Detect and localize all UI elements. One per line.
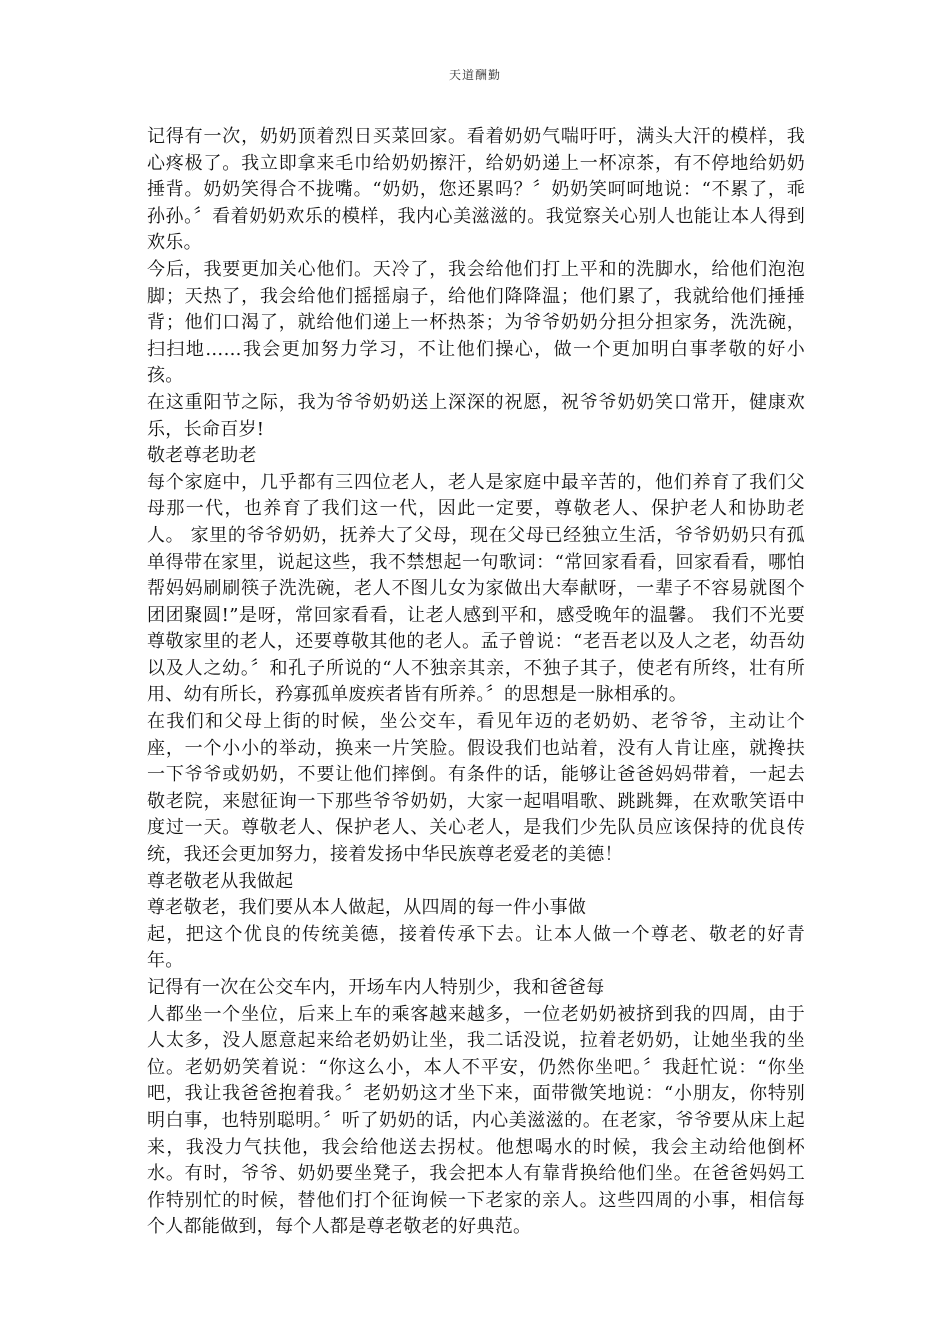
paragraph-chongyang-wishes: 在这重阳节之际，我为爷爷奶奶送上深深的祝愿，祝爷爷奶奶笑口常开，健康欢乐，长命百岁! xyxy=(147,391,805,440)
paragraph-bus-story: 人都坐一个坐位，后来上车的乘客越来越多，一位老奶奶被挤到我的四周，由于人太多，没人愿意起来给老奶奶让坐，我二话没说，拉着老奶奶，让她坐我的坐位。老奶奶笑着说：“你这么小，本人不平安，仍然你坐吧。〞我赶忙说：“你坐吧，我让我爸爸抱着我。〞老奶奶这才坐下来，面带微笑地说：“小朋友，你特别明白事，也特别聪明。〞听了奶奶的话，内心美滋滋的。在老家，爷爷要从床上起来，我没力气扶他，我会给他送去拐杖。他想喝水的时候，我会主动给他倒杯水。有时，爷爷、奶奶要坐凳子，我会把本人有靠背换给他们坐。在爸爸妈妈工作特别忙的时候，替他们打个征询候一下老家的亲人。这些四周的小事，相信每个人都能做到，每个人都是尊老敬老的好典范。 xyxy=(147,1003,805,1238)
page-header: 天道酬勤 xyxy=(448,68,501,82)
section-heading-respect-elders: 敬老尊老助老 xyxy=(147,445,257,467)
paragraph-grandma-story: 记得有一次，奶奶顶着烈日买菜回家。看着奶奶气喘吁吁，满头大汗的模样，我心疼极了。我立即拿来毛巾给奶奶擦汗，给奶奶递上一杯凉茶，有不停地给奶奶捶背。奶奶笑得合不拢嘴。“奶奶，您还累吗？〞奶奶笑呵呵地说：“不累了，乖孙孙。〞看着奶奶欢乐的模样，我内心美滋滋的。我觉察关心别人也能让本人得到欢乐。 xyxy=(147,126,805,254)
section-heading-start-with-me: 尊老敬老从我做起 xyxy=(147,870,294,892)
paragraph-public-courtesy: 在我们和父母上街的时候，坐公交车，看见年迈的老奶奶、老爷爷，主动让个座，一个小小的举动，换来一片笑脸。假设我们也站着，没有人肯让座，就搀扶一下爷爷或奶奶，不要让他们摔倒。有条件的话，能够让爸爸妈妈带着，一起去敬老院，来慰征询一下那些爷爷奶奶，大家一起唱唱歌、跳跳舞，在欢歌笑语中度过一天。尊敬老人、保护老人、关心老人，是我们少先队员应该保持的优良传统，我还会更加努力，接着发扬中华民族尊老爱老的美德！ xyxy=(147,711,805,866)
paragraph-pass-on-tradition: 起，把这个优良的传统美德，接着传承下去。让本人做一个尊老、敬老的好青年。 xyxy=(147,923,805,972)
paragraph-start-small-things: 尊老敬老，我们要从本人做起，从四周的每一件小事做 xyxy=(147,897,587,919)
document-body xyxy=(147,124,805,1241)
paragraph-bus-intro: 记得有一次在公交车内，开场车内人特别少，我和爸爸每 xyxy=(147,977,605,998)
paragraph-family-elders: 每个家庭中，几乎都有三四位老人，老人是家庭中最辛苦的，他们养育了我们父母那一代，也养育了我们这一代，因此一定要，尊敬老人、保护老人和协助老人。 家里的爷爷奶奶，抚养大了父母，现在父母已经独立生活，爷爷奶奶只有孤单得带在家里，说起这些，我不禁想起一句歌词：“常回家看看，回家看看，哪怕帮妈妈刷刷筷子洗洗碗，老人不图儿女为家做出大奉献呀，一辈子不容易就图个团团聚圆!”是呀，常回家看看，让老人感到平和，感受晚年的温馨。 我们不光要尊敬家里的老人，还要尊敬其他的老人。孟子曾说：“老吾老以及人之老，幼吾幼以及人之幼。〞和孔子所说的“人不独亲其亲，不独子其子，使老有所终，壮有所用、幼有所长，矜寡孤单废疾者皆有所养。〞的思想是一脉相承的。 xyxy=(147,471,805,706)
paragraph-care-plans: 今后，我要更加关心他们。天冷了，我会给他们打上平和的洗脚水，给他们泡泡脚；天热了，我会给他们摇摇扇子，给他们降降温；他们累了，我就给他们捶捶背；他们口渴了，就给他们递上一杯热茶；为爷爷奶奶分担分担家务，洗洗碗，扫扫地……我会更加努力学习，不让他们操心，做一个更加明白事孝敬的好小孩。 xyxy=(147,258,805,387)
